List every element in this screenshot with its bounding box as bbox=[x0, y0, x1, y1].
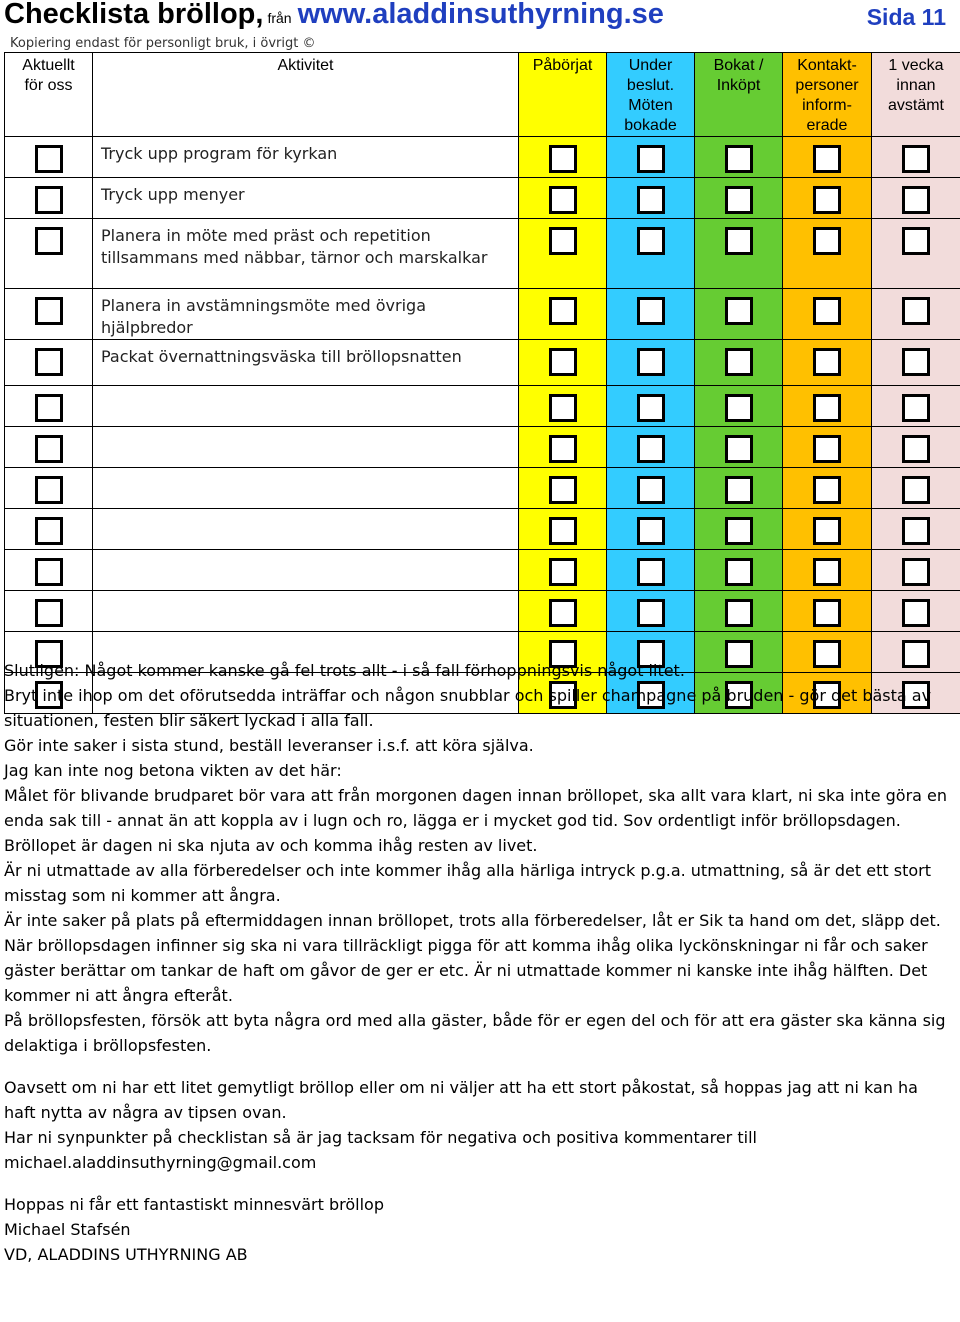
paborjat-cell bbox=[519, 340, 607, 386]
under-beslut-cell bbox=[607, 509, 695, 550]
under-beslut-cell bbox=[607, 386, 695, 427]
table-row bbox=[5, 289, 960, 340]
table-row bbox=[5, 137, 960, 178]
paborjat-cell bbox=[519, 427, 607, 468]
1-vecka-cell bbox=[872, 427, 960, 468]
paborjat-checkbox[interactable] bbox=[549, 435, 577, 463]
1-vecka-cell bbox=[872, 137, 960, 178]
aktuellt-cell bbox=[5, 137, 93, 178]
under-beslut-cell bbox=[607, 137, 695, 178]
aktuellt-checkbox[interactable] bbox=[35, 348, 63, 376]
kontaktpersoner-cell bbox=[783, 219, 872, 289]
paborjat-checkbox[interactable] bbox=[549, 145, 577, 173]
paborjat-checkbox[interactable] bbox=[549, 517, 577, 545]
1-vecka-cell bbox=[872, 386, 960, 427]
kontaktpersoner-checkbox[interactable] bbox=[813, 599, 841, 627]
page-number: Sida 11 bbox=[866, 4, 946, 30]
aktuellt-cell bbox=[5, 386, 93, 427]
note-paragraph: När bröllopsdagen infinner sig ska ni vara tillräckligt pigga för att komma ihåg olika lyckönskningar ni får och saker gäster berättar om tankar de haft om gåvor de ger er etc. Är ni utmattade kommer ni kanske inte ihåg hälften. Det kommer ni att ångra efteråt. bbox=[4, 936, 928, 1005]
under-beslut-checkbox[interactable] bbox=[637, 186, 665, 214]
bokat-inkopt-checkbox[interactable] bbox=[725, 227, 753, 255]
aktuellt-cell bbox=[5, 219, 93, 289]
signature-name: Michael Stafsén bbox=[4, 1220, 131, 1239]
activity-cell: Planera in möte med präst och repetition tillsammans med näbbar, tärnor och marskalkar bbox=[93, 219, 519, 289]
bokat-inkopt-cell bbox=[695, 591, 783, 632]
kontaktpersoner-cell bbox=[783, 468, 872, 509]
note-paragraph: Jag kan inte nog betona vikten av det här: bbox=[4, 761, 342, 780]
under-beslut-cell bbox=[607, 468, 695, 509]
col-header-1-vecka: 1 vecka innan avstämt bbox=[872, 53, 960, 137]
bokat-inkopt-checkbox[interactable] bbox=[725, 145, 753, 173]
1-vecka-checkbox[interactable] bbox=[902, 476, 930, 504]
under-beslut-checkbox[interactable] bbox=[637, 435, 665, 463]
table-row bbox=[5, 427, 960, 468]
kontaktpersoner-cell bbox=[783, 178, 872, 219]
bokat-inkopt-checkbox[interactable] bbox=[725, 476, 753, 504]
col-header-bokat-inkopt: Bokat / Inköpt bbox=[695, 53, 783, 137]
bokat-inkopt-checkbox[interactable] bbox=[725, 297, 753, 325]
col-header-kontaktpersoner: Kontakt- personer inform- erade bbox=[783, 53, 872, 137]
col-header-under-beslut: Under beslut. Möten bokade bbox=[607, 53, 695, 137]
table-row bbox=[5, 509, 960, 550]
under-beslut-cell bbox=[607, 219, 695, 289]
aktuellt-checkbox[interactable] bbox=[35, 435, 63, 463]
bokat-inkopt-cell bbox=[695, 386, 783, 427]
activity-cell bbox=[93, 591, 519, 632]
aktuellt-checkbox[interactable] bbox=[35, 394, 63, 422]
activity-cell bbox=[93, 550, 519, 591]
bokat-inkopt-checkbox[interactable] bbox=[725, 558, 753, 586]
1-vecka-checkbox[interactable] bbox=[902, 435, 930, 463]
aktuellt-cell bbox=[5, 178, 93, 219]
activity-cell: Tryck upp menyer bbox=[93, 178, 519, 219]
website-link[interactable]: www.aladdinsuthyrning.se bbox=[297, 0, 664, 30]
note-paragraph: Har ni synpunkter på checklistan så är jag tacksam för negativa och positiva kommentarer till bbox=[4, 1128, 757, 1147]
kontaktpersoner-cell bbox=[783, 591, 872, 632]
1-vecka-checkbox[interactable] bbox=[902, 348, 930, 376]
page-header bbox=[4, 0, 954, 36]
under-beslut-checkbox[interactable] bbox=[637, 476, 665, 504]
paborjat-cell bbox=[519, 591, 607, 632]
bokat-inkopt-checkbox[interactable] bbox=[725, 599, 753, 627]
aktuellt-cell bbox=[5, 550, 93, 591]
title-text: Checklista bröllop, bbox=[4, 0, 264, 30]
bokat-inkopt-cell bbox=[695, 550, 783, 591]
kontaktpersoner-cell bbox=[783, 386, 872, 427]
under-beslut-cell bbox=[607, 427, 695, 468]
aktuellt-cell bbox=[5, 591, 93, 632]
bokat-inkopt-cell bbox=[695, 178, 783, 219]
note-paragraph: Slutligen: Något kommer kanske gå fel trots allt - i så fall förhoppningsvis något litet. bbox=[4, 661, 685, 680]
kontaktpersoner-cell bbox=[783, 427, 872, 468]
closing-line: Hoppas ni får ett fantastiskt minnesvärt bröllop bbox=[4, 1195, 384, 1214]
note-paragraph: Är ni utmattade av alla förberedelser och inte kommer ihåg alla härliga intryck p.g.a. utmattning, så är det ett stort misstag som ni kommer att ångra. bbox=[4, 861, 931, 905]
paborjat-cell bbox=[519, 178, 607, 219]
note-paragraph: Bryt inte ihop om det oförutsedda inträffar och någon snubblar och spiller champagne på bruden - gör det bästa av situationen, festen blir säkert lyckad i alla fall. bbox=[4, 686, 932, 730]
table-row bbox=[5, 550, 960, 591]
note-paragraph: Målet för blivande brudparet bör vara att från morgonen dagen innan bröllopet, ska allt vara klart, ni ska inte göra en enda sak till - annat än att koppla av i lugn och ro, lägga er i mycket god tid. Sov ordentligt inför bröllopsdagen. bbox=[4, 786, 948, 830]
table-row bbox=[5, 178, 960, 219]
under-beslut-checkbox[interactable] bbox=[637, 558, 665, 586]
1-vecka-checkbox[interactable] bbox=[902, 145, 930, 173]
bokat-inkopt-checkbox[interactable] bbox=[725, 394, 753, 422]
paborjat-cell bbox=[519, 550, 607, 591]
paborjat-checkbox[interactable] bbox=[549, 476, 577, 504]
aktuellt-checkbox[interactable] bbox=[35, 599, 63, 627]
paborjat-cell bbox=[519, 468, 607, 509]
notes-section bbox=[4, 658, 954, 1267]
bokat-inkopt-cell bbox=[695, 219, 783, 289]
activity-cell bbox=[93, 509, 519, 550]
note-paragraph: På bröllopsfesten, försök att byta några ord med alla gäster, både för er egen del och för att era gäster ska känna sig delaktiga i bröllopsfesten. bbox=[4, 1011, 946, 1055]
aktuellt-checkbox[interactable] bbox=[35, 297, 63, 325]
spacer bbox=[4, 1058, 954, 1075]
note-paragraph: Oavsett om ni har ett litet gemytligt bröllop eller om ni väljer att ha ett stort påkostat, så hoppas jag att ni kan ha haft nytta av några av tipsen ovan. bbox=[4, 1078, 918, 1122]
kontaktpersoner-cell bbox=[783, 137, 872, 178]
table-row bbox=[5, 386, 960, 427]
bokat-inkopt-cell bbox=[695, 289, 783, 340]
bokat-inkopt-cell bbox=[695, 468, 783, 509]
kontaktpersoner-checkbox[interactable] bbox=[813, 186, 841, 214]
under-beslut-checkbox[interactable] bbox=[637, 599, 665, 627]
kontaktpersoner-checkbox[interactable] bbox=[813, 476, 841, 504]
under-beslut-checkbox[interactable] bbox=[637, 145, 665, 173]
document-title bbox=[4, 0, 664, 31]
paborjat-cell bbox=[519, 137, 607, 178]
kontaktpersoner-checkbox[interactable] bbox=[813, 558, 841, 586]
bokat-inkopt-cell bbox=[695, 509, 783, 550]
1-vecka-cell bbox=[872, 289, 960, 340]
1-vecka-cell bbox=[872, 340, 960, 386]
spacer bbox=[4, 1175, 954, 1192]
kontaktpersoner-cell bbox=[783, 289, 872, 340]
aktuellt-cell bbox=[5, 289, 93, 340]
bokat-inkopt-cell bbox=[695, 137, 783, 178]
1-vecka-checkbox[interactable] bbox=[902, 599, 930, 627]
kontaktpersoner-checkbox[interactable] bbox=[813, 435, 841, 463]
table-row bbox=[5, 340, 960, 386]
under-beslut-checkbox[interactable] bbox=[637, 348, 665, 376]
aktuellt-cell bbox=[5, 509, 93, 550]
paborjat-checkbox[interactable] bbox=[549, 348, 577, 376]
activity-cell: Tryck upp program för kyrkan bbox=[93, 137, 519, 178]
1-vecka-cell bbox=[872, 219, 960, 289]
paborjat-cell bbox=[519, 386, 607, 427]
activity-cell bbox=[93, 386, 519, 427]
activity-cell bbox=[93, 427, 519, 468]
activity-cell: Planera in avstämningsmöte med övriga hjälpbredor bbox=[93, 289, 519, 340]
table-row bbox=[5, 591, 960, 632]
col-header-aktivitet: Aktivitet bbox=[93, 53, 519, 137]
1-vecka-checkbox[interactable] bbox=[902, 227, 930, 255]
paborjat-checkbox[interactable] bbox=[549, 186, 577, 214]
bokat-inkopt-checkbox[interactable] bbox=[725, 517, 753, 545]
1-vecka-checkbox[interactable] bbox=[902, 517, 930, 545]
under-beslut-checkbox[interactable] bbox=[637, 517, 665, 545]
under-beslut-cell bbox=[607, 340, 695, 386]
under-beslut-checkbox[interactable] bbox=[637, 394, 665, 422]
kontaktpersoner-cell bbox=[783, 509, 872, 550]
bokat-inkopt-cell bbox=[695, 427, 783, 468]
bokat-inkopt-cell bbox=[695, 340, 783, 386]
aktuellt-checkbox[interactable] bbox=[35, 145, 63, 173]
under-beslut-cell bbox=[607, 178, 695, 219]
1-vecka-cell bbox=[872, 550, 960, 591]
aktuellt-cell bbox=[5, 427, 93, 468]
paborjat-cell bbox=[519, 509, 607, 550]
contact-email[interactable]: michael.aladdinsuthyrning@gmail.com bbox=[4, 1153, 317, 1172]
kontaktpersoner-checkbox[interactable] bbox=[813, 145, 841, 173]
paborjat-cell bbox=[519, 289, 607, 340]
under-beslut-cell bbox=[607, 591, 695, 632]
paborjat-checkbox[interactable] bbox=[549, 227, 577, 255]
1-vecka-checkbox[interactable] bbox=[902, 186, 930, 214]
table-header-row bbox=[5, 53, 960, 137]
paborjat-cell bbox=[519, 219, 607, 289]
bokat-inkopt-checkbox[interactable] bbox=[725, 186, 753, 214]
signature-title: VD, ALADDINS UTHYRNING AB bbox=[4, 1245, 248, 1264]
aktuellt-cell bbox=[5, 468, 93, 509]
1-vecka-cell bbox=[872, 468, 960, 509]
col-header-paborjat: Påbörjat bbox=[519, 53, 607, 137]
kontaktpersoner-cell bbox=[783, 550, 872, 591]
bokat-inkopt-checkbox[interactable] bbox=[725, 435, 753, 463]
under-beslut-checkbox[interactable] bbox=[637, 297, 665, 325]
under-beslut-cell bbox=[607, 289, 695, 340]
copyright-notice: Kopiering endast för personligt bruk, i övrigt © bbox=[10, 36, 316, 51]
1-vecka-cell bbox=[872, 509, 960, 550]
bokat-inkopt-checkbox[interactable] bbox=[725, 348, 753, 376]
under-beslut-checkbox[interactable] bbox=[637, 227, 665, 255]
aktuellt-checkbox[interactable] bbox=[35, 558, 63, 586]
from-text: från bbox=[267, 10, 292, 26]
aktuellt-cell bbox=[5, 340, 93, 386]
checklist-table bbox=[4, 52, 960, 714]
aktuellt-checkbox[interactable] bbox=[35, 476, 63, 504]
note-paragraph: Gör inte saker i sista stund, beställ leveranser i.s.f. att köra själva. bbox=[4, 736, 534, 755]
kontaktpersoner-checkbox[interactable] bbox=[813, 297, 841, 325]
kontaktpersoner-checkbox[interactable] bbox=[813, 348, 841, 376]
paborjat-checkbox[interactable] bbox=[549, 558, 577, 586]
paborjat-checkbox[interactable] bbox=[549, 599, 577, 627]
kontaktpersoner-checkbox[interactable] bbox=[813, 517, 841, 545]
table-row bbox=[5, 219, 960, 289]
kontaktpersoner-checkbox[interactable] bbox=[813, 394, 841, 422]
paborjat-checkbox[interactable] bbox=[549, 394, 577, 422]
table-row bbox=[5, 468, 960, 509]
1-vecka-checkbox[interactable] bbox=[902, 558, 930, 586]
aktuellt-checkbox[interactable] bbox=[35, 517, 63, 545]
note-paragraph: Är inte saker på plats på eftermiddagen innan bröllopet, trots alla förberedelser, låt er Sik ta hand om det, släpp det. bbox=[4, 911, 941, 930]
kontaktpersoner-checkbox[interactable] bbox=[813, 227, 841, 255]
1-vecka-checkbox[interactable] bbox=[902, 394, 930, 422]
aktuellt-checkbox[interactable] bbox=[35, 227, 63, 255]
aktuellt-checkbox[interactable] bbox=[35, 186, 63, 214]
1-vecka-cell bbox=[872, 591, 960, 632]
activity-cell bbox=[93, 468, 519, 509]
1-vecka-cell bbox=[872, 178, 960, 219]
kontaktpersoner-cell bbox=[783, 340, 872, 386]
activity-cell: Packat övernattningsväska till bröllopsnatten bbox=[93, 340, 519, 386]
note-paragraph: Bröllopet är dagen ni ska njuta av och komma ihåg resten av livet. bbox=[4, 836, 538, 855]
col-header-aktuellt: Aktuellt för oss bbox=[5, 53, 93, 137]
paborjat-checkbox[interactable] bbox=[549, 297, 577, 325]
under-beslut-cell bbox=[607, 550, 695, 591]
1-vecka-checkbox[interactable] bbox=[902, 297, 930, 325]
